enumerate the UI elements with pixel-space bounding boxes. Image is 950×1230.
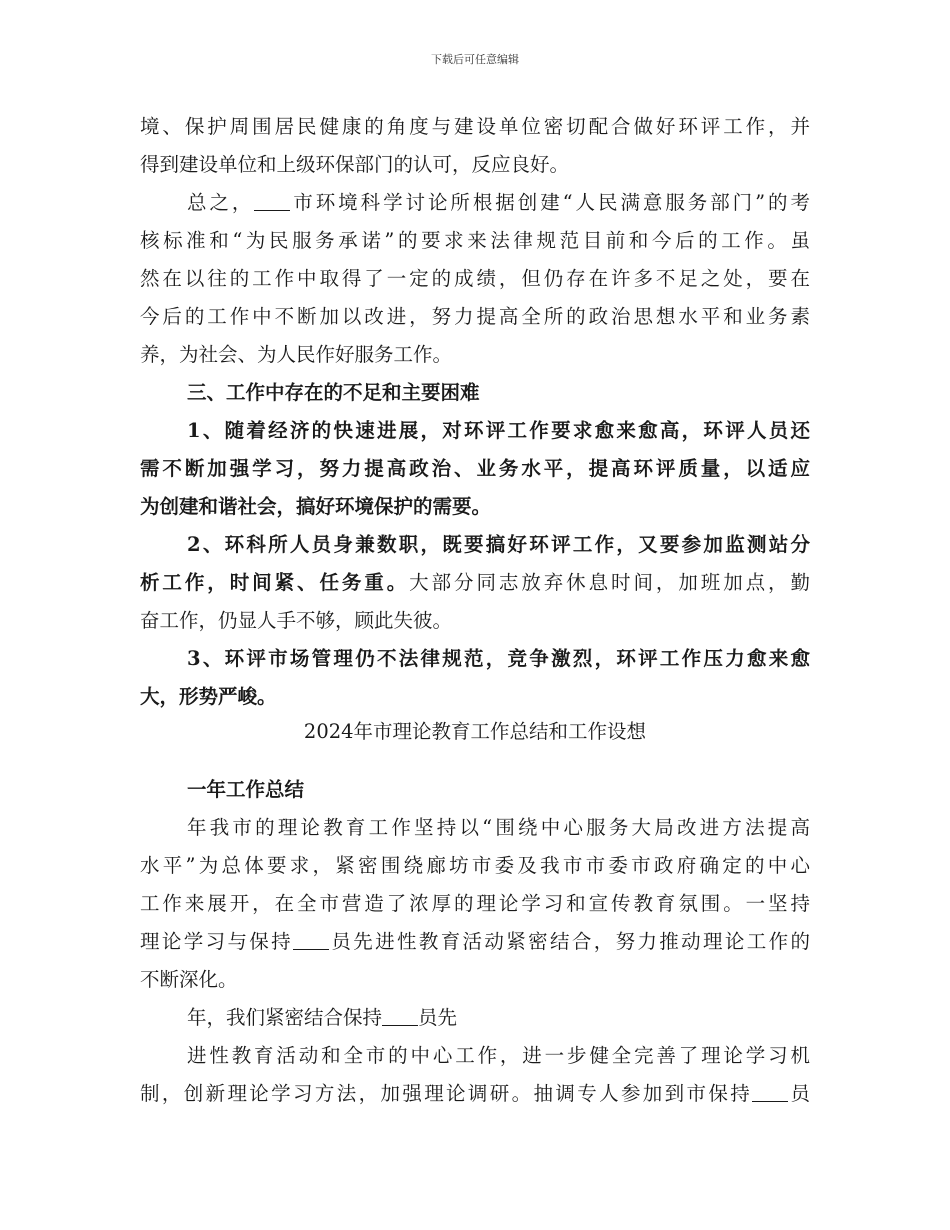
paragraph-line: 然在以往的工作中取得了一定的成绩，但仍存在许多不足之处，要在 xyxy=(140,267,810,290)
text-span: 年，我们紧密结合保持 xyxy=(187,1006,383,1029)
paragraph-line: 核标准和“为民服务承诺”的要求来法律规范目前和今后的工作。虽 xyxy=(140,229,810,252)
fill-blank xyxy=(254,190,290,211)
list-item-line: 1、随着经济的快速进展，对环评工作要求愈来愈高，环评人员还 xyxy=(187,419,810,442)
paragraph-line xyxy=(140,929,810,955)
text-span: 员先进性教育活动紧密结合，努力推动理论工作的 xyxy=(329,930,810,953)
list-item-line: 大，形势严峻。 xyxy=(140,685,277,708)
text-span: 理论学习与保持 xyxy=(140,930,294,953)
list-item-line: 3、环评市场管理仍不法律规范，竞争激烈，环评工作压力愈来愈 xyxy=(187,647,810,670)
list-item-line: 需不断加强学习，努力提高政治、业务水平，提高环评质量，以适应 xyxy=(140,457,810,480)
text-span: 员先 xyxy=(418,1006,458,1029)
text-span: 总之， xyxy=(187,191,255,214)
paragraph-line: 得到建设单位和上级环保部门的认可，反应良好。 xyxy=(140,153,570,176)
paragraph-line: 水平”为总体要求，紧密围绕廊坊市委及我市市委市政府确定的中心 xyxy=(140,854,810,877)
paragraph-line: 工作来展开，在全市营造了浓厚的理论学习和宣传教育氛围。一坚持 xyxy=(140,892,810,915)
text-span: 员 xyxy=(788,1082,810,1105)
paragraph-line xyxy=(140,1081,810,1107)
list-item-line xyxy=(140,570,810,596)
text-span: 大部分同志放弃休息时间，加班加点，勤 xyxy=(409,571,810,594)
paragraph-line: 进性教育活动和全市的中心工作，进一步健全完善了理论学习机 xyxy=(187,1044,810,1067)
text-span: 制，创新理论学习方法，加强理论调研。抽调专人参加到市保持 xyxy=(140,1082,753,1105)
paragraph-line: 今后的工作中不断加以改进，努力提高全所的政治思想水平和业务素 xyxy=(140,305,810,328)
document-title: 2024年市理论教育工作总结和工作设想 xyxy=(303,720,647,743)
section-heading: 一年工作总结 xyxy=(187,778,305,801)
paragraph-line: 养，为社会、为人民作好服务工作。 xyxy=(140,343,453,366)
paragraph-line: 境、保护周围居民健康的角度与建设单位密切配合做好环评工作，并 xyxy=(140,115,810,138)
text-span: 市环境科学讨论所根据创建“人民满意服务部门”的考 xyxy=(290,191,810,214)
fill-blank xyxy=(382,1005,418,1026)
paragraph-line: 年我市的理论教育工作坚持以“围绕中心服务大局改进方法提高 xyxy=(187,816,810,839)
paragraph-line xyxy=(187,1005,810,1031)
list-item-line: 为创建和谐社会，搞好环境保护的需要。 xyxy=(140,495,492,518)
bold-span: 析工作，时间紧、任务重。 xyxy=(140,571,410,594)
fill-blank xyxy=(293,929,329,950)
section-heading: 三、工作中存在的不足和主要困难 xyxy=(187,381,480,404)
paragraph-line: 不断深化。 xyxy=(140,968,238,991)
list-item-line: 2、环科所人员身兼数职，既要搞好环评工作，又要参加监测站分 xyxy=(187,533,810,556)
page-header: 下载后可任意编辑 xyxy=(431,53,519,66)
paragraph-line xyxy=(187,190,810,216)
list-item-line: 奋工作，仍显人手不够，顾此失彼。 xyxy=(140,609,453,632)
fill-blank xyxy=(752,1081,788,1102)
